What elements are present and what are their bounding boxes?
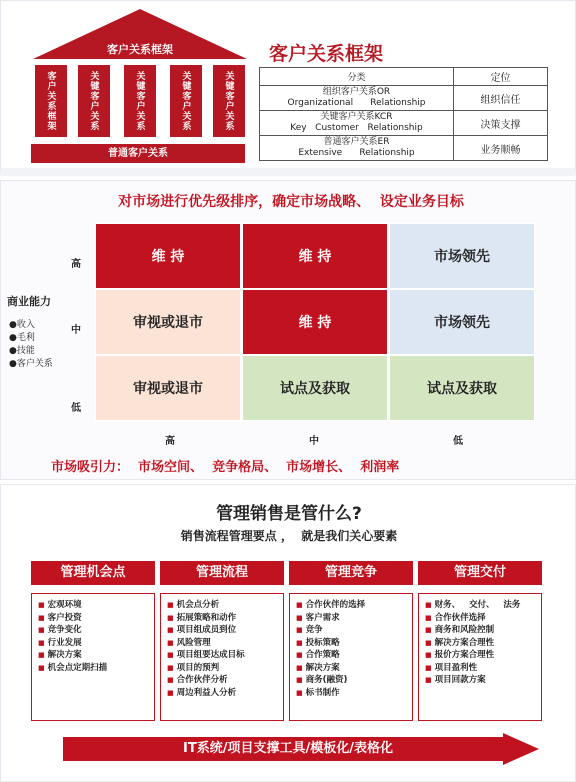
list-item: ■ 行业发展 (38, 637, 150, 650)
list-item: ■ 合作伙伴的选择 (296, 599, 408, 612)
position-cell: 组织信任 (454, 86, 548, 111)
list-item: ■ 项目的预判 (167, 662, 279, 675)
x-level-low: 低 (453, 436, 463, 447)
list-item: ■ 机会点定期扫描 (38, 662, 150, 675)
relationship-cell (260, 136, 454, 161)
column-header-delivery: 管理交付 (418, 561, 542, 585)
matrix-cell-low-mid: 试点及获取 (242, 355, 388, 421)
list-item: ■ 商务(融资) (296, 674, 408, 687)
column-delivery (418, 593, 542, 721)
list-item: ■ 客户投资 (38, 612, 150, 625)
list-item: ■ 项目组要达成目标 (167, 649, 279, 662)
list-item: ■ 报价方案合理性 (425, 649, 537, 662)
relationship-cell (260, 111, 454, 136)
sales-title: 管理销售是管什么? (216, 504, 362, 524)
pillar-key-4: 关键客户关系 (213, 65, 245, 137)
pillar-key-2: 关键客户关系 (124, 65, 156, 137)
y-axis-title: 商业能力 (7, 295, 51, 308)
list-item: ■ 解决方案 (38, 649, 150, 662)
pillar-framework: 客户关系框架 (35, 65, 67, 137)
table-row (260, 136, 548, 161)
column-header-opportunity: 管理机会点 (31, 561, 155, 585)
matrix-cell-mid-high: 审视或退市 (95, 289, 241, 355)
relationship-cn: 关键客户关系KCR (320, 112, 393, 122)
list-item: ■ 竞争变化 (38, 624, 150, 637)
sales-subtitle: 销售流程管理要点 ， 就是我们关心要素 (180, 529, 398, 543)
list-item: ■ 竞争 (296, 624, 408, 637)
support-arrow-label: IT系统/项目支撑工具/模板化/表格化 (183, 741, 393, 756)
list-item: ■ 标书制作 (296, 687, 408, 700)
x-level-mid: 中 (309, 436, 319, 447)
y-level-mid: 中 (71, 325, 81, 336)
list-item: ■ 客户需求 (296, 612, 408, 625)
relationship-en: Key Customer Relationship (290, 123, 423, 133)
position-cell: 决策支撑 (454, 111, 548, 136)
framework-base: 普通客户关系 (31, 144, 245, 163)
criteria-item: ●客户关系 (9, 359, 53, 369)
relationship-cn: 组织客户关系OR (322, 87, 391, 97)
list-item: ■ 宏观环境 (38, 599, 150, 612)
list-item: ■ 解决方案 (296, 662, 408, 675)
relationship-en: Extensive Relationship (298, 148, 415, 158)
table-row (260, 111, 548, 136)
roof-label: 客户关系框架 (107, 43, 173, 56)
header-position: 定位 (454, 68, 548, 86)
matrix-title: 对市场进行优先级排序，确定市场战略、 设定业务目标 (118, 194, 464, 210)
list-item: ■ 合作伙伴选择 (425, 612, 537, 625)
priority-matrix (95, 223, 535, 421)
market-priority-panel (0, 180, 576, 480)
list-item: ■ 周边利益人分析 (167, 687, 279, 700)
column-competition (289, 593, 413, 721)
matrix-cell-high-mid: 维 持 (242, 223, 388, 289)
y-level-low: 低 (71, 403, 81, 414)
criteria-item: ●收入 (9, 320, 35, 330)
x-level-high: 高 (165, 436, 175, 447)
list-item: ■ 财务、 交付、 法务 (425, 599, 537, 612)
list-item: ■ 商务和风险控制 (425, 624, 537, 637)
matrix-cell-high-high: 维 持 (95, 223, 241, 289)
matrix-cell-mid-mid: 维 持 (242, 289, 388, 355)
list-item: ■ 项目盈利性 (425, 662, 537, 675)
relationship-cell (260, 86, 454, 111)
list-item: ■ 项目回款方案 (425, 674, 537, 687)
relationship-table (259, 67, 548, 161)
column-header-competition: 管理竞争 (289, 561, 413, 585)
list-item: ■ 拓展策略和动作 (167, 612, 279, 625)
column-header-process: 管理流程 (160, 561, 284, 585)
table-row (260, 86, 548, 111)
list-item: ■ 项目组成员到位 (167, 624, 279, 637)
pillar-key-3: 关键客户关系 (170, 65, 202, 137)
list-item: ■ 机会点分析 (167, 599, 279, 612)
relationship-cn: 普通客户关系ER (323, 137, 390, 147)
matrix-cell-low-high: 审视或退市 (95, 355, 241, 421)
relationship-en: Organizational Relationship (287, 98, 426, 108)
matrix-cell-low-low: 试点及获取 (389, 355, 535, 421)
criteria-item: ●毛利 (9, 333, 35, 343)
list-item: ■ 合作伙伴分析 (167, 674, 279, 687)
column-opportunity (31, 593, 155, 721)
column-process (160, 593, 284, 721)
list-item: ■ 风险管理 (167, 637, 279, 650)
sales-management-panel (0, 484, 576, 782)
matrix-cell-high-low: 市场领先 (389, 223, 535, 289)
market-attractiveness-label: 市场吸引力： 市场空间、 竞争格局、 市场增长、 利润率 (51, 460, 400, 475)
list-item: ■ 投标策略 (296, 637, 408, 650)
matrix-cell-mid-low: 市场领先 (389, 289, 535, 355)
pillar-key-1: 关键客户关系 (78, 65, 110, 137)
customer-relationship-framework-panel (0, 0, 576, 176)
framework-title: 客户关系框架 (269, 43, 384, 65)
position-cell: 业务顺畅 (454, 136, 548, 161)
header-category: 分类 (260, 68, 454, 86)
criteria-item: ●技能 (9, 346, 35, 356)
list-item: ■ 解决方案合理性 (425, 637, 537, 650)
list-item: ■ 合作策略 (296, 649, 408, 662)
y-level-high: 高 (71, 259, 81, 270)
